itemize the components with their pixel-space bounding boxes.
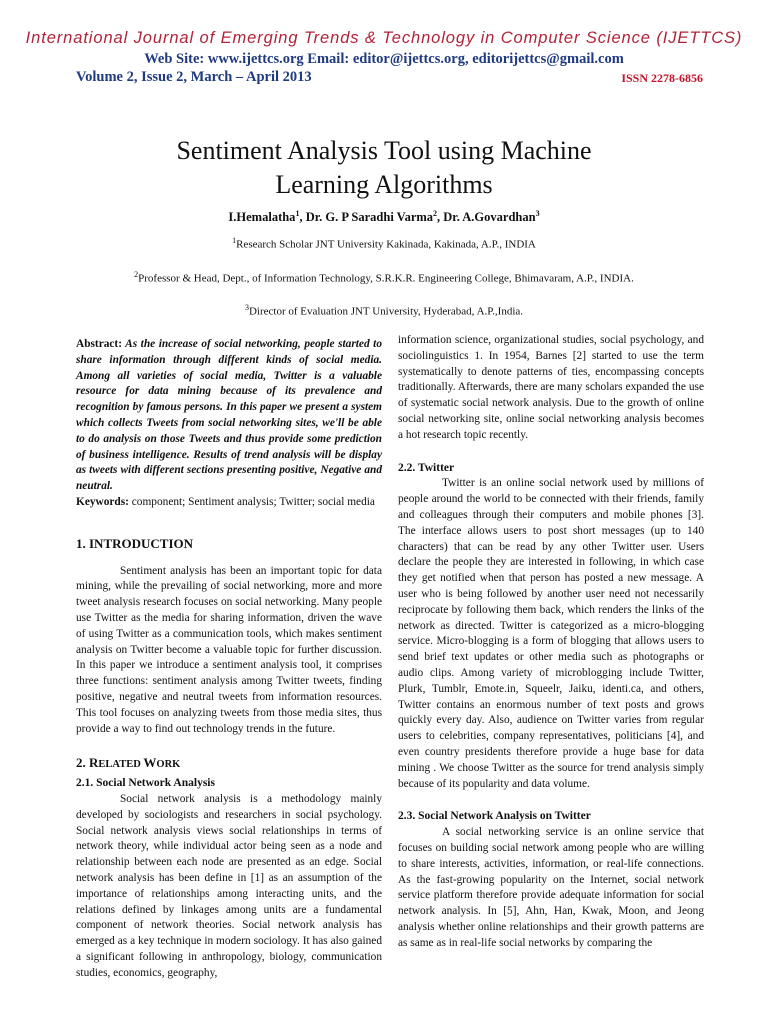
paper-title-line-1: Sentiment Analysis Tool using Machine: [176, 136, 592, 165]
abstract: [76, 337, 382, 495]
left-column: [76, 337, 382, 981]
author-name: Dr. G. P Saradhi Varma: [305, 210, 434, 225]
related-work-letter-r: R: [89, 755, 99, 771]
author-separator: ,: [437, 210, 444, 225]
twitter-analysis-text: A social networking service is an online service that focuses on building social network among people who are willing to share interests, activities, information, or real-life connections. As the fast-growing popularity on the Internet, social network service platform therefore provide adequate information for social network analysis. In [5], Ahn, Han, Kwak, Moon, and Jeong analysis whether online relationships and their growth patterns are as same as in real-life social networks by comparing the: [398, 826, 704, 949]
journal-title: International Journal of Emerging Trends & Technology in Computer Science (IJETTCS): [25, 29, 743, 47]
affiliation-text: Professor & Head, Dept., of Information Technology, S.R.K.R. Engineering College, Bhimavaram, A.P., INDIA.: [138, 272, 634, 285]
keywords-text: component; Sentiment analysis; Twitter; social media: [128, 495, 375, 508]
paper-title-line-2: Learning Algorithms: [275, 170, 493, 199]
related-work-word-2: ORK: [156, 759, 181, 771]
website-line: Web Site: www.ijettcs.org Email: editor@ijettcs.org, editorijettcs@gmail.com: [144, 51, 624, 67]
related-work-heading: [76, 755, 382, 773]
related-work-word-1: ELATED: [98, 759, 144, 771]
social-network-analysis-heading: 2.1. Social Network Analysis: [76, 777, 215, 790]
volume-info: Volume 2, Issue 2, March – April 2013: [76, 69, 312, 85]
social-network-analysis-text: Social network analysis is a methodology mainly developed by sociologists and researchers in social psychology. Social network analysis views social relationships in terms of network theory, while individual actor being seen as a node and relationship between each node are presented as an edge. Social network analysis has been define in [1] as an assumption of the importance of relationships among interacting units, and the relations defined by linkages among units are a fundamental component of network theories. Social network analysis has emerged as a key technique in modern sociology. It has also gained a significant following in anthropology, biology, communication studies, economics, geography,: [76, 792, 382, 979]
author-separator: ,: [299, 210, 306, 225]
introduction-text: Sentiment analysis has been an important topic for data mining, while the prevailing of social networking, more and more tweet analysis research focuses on social networking. Many people use Twitter as the media for sharing information, driven the wave of using Twitter as a communication tools, which makes sentiment analysis on Twitter become a valuable topic for further discussion. In this paper we introduce a sentiment analysis tool, it comprises three functions: sentiment analysis among Twitter tweets, finding positive, negative and neutral tweets from information resources. This tool focuses on analyzing tweets from those media sites, thus provide a way to find out technology trends in the future.: [76, 564, 382, 735]
twitter-heading: 2.2. Twitter: [398, 461, 455, 474]
affiliation-mark: 2: [134, 270, 139, 279]
continued-text: information science, organizational studies, social psychology, and sociolinguistics 1. In 1954, Barnes [2] started to use the term systematically to denote patterns of ties, encompassing concepts traditionally. Afterwards, there are many scholars expanded the use of systematic social network analysis. Due to the growth of online social networking site, online social networking analysis becomes a hot research topic recently.: [398, 334, 704, 441]
author-affiliation-mark: 1: [295, 209, 300, 218]
affiliation-3: [0, 303, 768, 318]
keywords: [76, 495, 382, 511]
affiliation-2: [0, 270, 768, 285]
author-list: [0, 209, 768, 225]
abstract-text: As the increase of social networking, people started to share information through different kinds of social media. Among all varieties of social media, Twitter is a valuable resource for data mining because of its prevalence and recognition by famous persons. In this paper we present a system which collects Tweets from social networking sites, we'll be able to do analysis on those Tweets and thus provide some prediction of business intelligence. Results of trend analysis will be display as tweets with different sections presenting positive, Negative and neutral.: [76, 338, 382, 493]
paper-title: [100, 134, 668, 202]
affiliation-mark: 1: [232, 236, 237, 245]
author-name: I.Hemalatha: [228, 210, 296, 225]
issn: ISSN 2278-6856: [621, 71, 703, 85]
affiliation-1: [0, 236, 768, 251]
keywords-label: Keywords:: [76, 495, 129, 508]
related-work-number: 2.: [76, 755, 89, 771]
author-name: Dr. A.Govardhan: [443, 210, 536, 225]
twitter-text: Twitter is an online social network used by millions of people around the world to be connected with their friends, family and colleagues through their computers and mobile phones [3]. The interface allows users to post short messages (up to 140 characters) that can be read by any other Twitter user. Users declare the people they are interested in following, in which case they get notified when that person has posted a new message. A user who is being followed by another user need not necessarily reciprocate by following them back, which renders the links of the network as directed. Twitter is categorized as a micro-blogging service. Micro-blogging is a form of blogging that allows users to send brief text updates or other media such as photographs or audio clips. Among variety of microblogging include Twitter, Plurk, Tumblr, Emote.in, Squeelr, Jaiku, identi.ca, and others, Twitter contains an enormous number of text posts and grows quickly every day. Also, audience on Twitter varies from regular users to celebrities, company representatives, politicians [4], and even country presidents therefore provide a huge base for data mining . We choose Twitter as the source for trend analysis simply because of its popularity and data volume.: [398, 477, 704, 790]
affiliation-mark: 3: [244, 303, 249, 312]
author-affiliation-mark: 3: [535, 209, 540, 218]
author-affiliation-mark: 2: [433, 209, 438, 218]
affiliation-text: Research Scholar JNT University Kakinada, Kakinada, A.P., INDIA: [236, 238, 536, 251]
abstract-label: Abstract:: [76, 338, 122, 350]
introduction-heading: 1. INTRODUCTION: [76, 535, 194, 551]
related-work-letter-w: W: [143, 755, 157, 771]
right-column: [398, 333, 704, 951]
affiliation-text: Director of Evaluation JNT University, Hyderabad, A.P.,India.: [248, 305, 524, 318]
twitter-analysis-heading: 2.3. Social Network Analysis on Twitter: [398, 810, 591, 823]
